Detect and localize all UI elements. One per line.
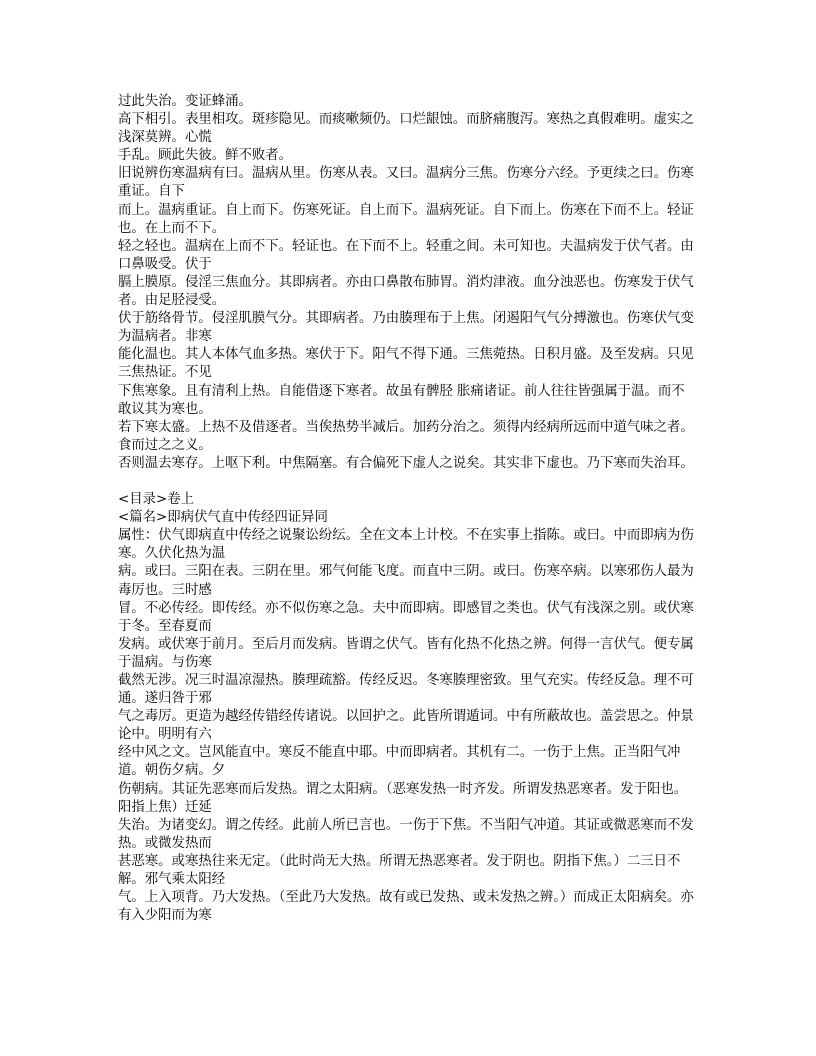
chapter-heading: <篇名>即病伏气直中传经四证异同 xyxy=(118,510,328,526)
text-line: 气之毒厉。更造为越经传错经传诸说。以回护之。此皆所谓遁词。中有所蔽故也。盖尝思之。仲景论中。明明有六 xyxy=(118,709,694,743)
text-line: 高下相引。表里相攻。斑疹隐见。而痰嗽频仍。口烂龈蚀。而脐痛腹泻。寒热之真假难明。虚实之浅深莫辨。心慌 xyxy=(118,112,694,146)
paragraph-spacer xyxy=(118,473,698,491)
text-line: 手乱。顾此失彼。鲜不败者。 xyxy=(118,148,293,164)
document-page xyxy=(118,93,698,925)
text-line: 发病。或伏寒于前月。至后月而发病。皆谓之伏气。皆有化热不化热之辨。何得一言伏气。便专属于温病。与伤寒 xyxy=(118,636,694,670)
text-line: 病。或曰。三阳在表。三阴在里。邪气何能飞度。而直中三阴。或曰。伤寒卒病。以寒邪伤人最为毒厉也。三时感 xyxy=(118,564,694,598)
text-line: 否则温去寒存。上呕下利。中焦隔塞。有合偏死下虚人之说矣。其实非下虚也。乃下寒而失治耳。 xyxy=(118,455,694,471)
text-line: 轻之轻也。温病在上而不下。轻证也。在下而不上。轻重之间。未可知也。夫温病发于伏气者。由口鼻吸受。伏于 xyxy=(118,238,694,272)
text-line: 膈上膜原。侵淫三焦血分。其即病者。亦由口鼻散布肺胃。消灼津液。血分浊恶也。伤寒发于伏气者。由足胫浸受。 xyxy=(118,274,694,309)
text-line: 截然无涉。况三时温凉湿热。腠理疏豁。传经反迟。冬寒腠理密致。里气充实。传经反急。理不可通。遂归咎于邪 xyxy=(118,673,694,707)
text-line: 失治。为诸变幻。谓之传经。此前人所已言也。一伤于下焦。不当阳气冲道。其证或微恶寒而不发热。或微发热而 xyxy=(118,817,694,851)
catalog-heading: <目录>卷上 xyxy=(118,492,195,508)
text-line: 伏于筋络骨节。侵淫肌膜气分。其即病者。乃由腠理布于上焦。闭遏阳气气分搏激也。伤寒伏气变为温病者。非寒 xyxy=(118,311,694,345)
text-line: 若下寒太盛。上热不及借逐者。当俟热势半减后。加药分治之。须得内经病所远而中道气味之者。食而过之之义。 xyxy=(118,419,694,453)
text-line: 能化温也。其人本体气血多热。寒伏于下。阳气不得下通。三焦菀热。日积月盛。及至发病。只见三焦热证。不见 xyxy=(118,347,694,381)
section-1 xyxy=(118,93,698,473)
text-line: 旧说辨伤寒温病有曰。温病从里。伤寒从表。又曰。温病分三焦。伤寒分六经。予更续之曰。伤寒重证。自下 xyxy=(118,166,694,200)
text-line: 甚恶寒。或寒热往来无定。（此时尚无大热。所谓无热恶寒者。发于阴也。阴指下焦。）二三日不解。邪气乘太阳经 xyxy=(118,853,681,888)
text-line: 气。上入项背。乃大发热。（至此乃大发热。故有或已发热、或未发热之辨。）而成正太阳病矣。亦有入少阳而为寒 xyxy=(118,890,694,924)
text-line: 伤朝病。其证先恶寒而后发热。谓之太阳病。（恶寒发热一时齐发。所谓发热恶寒者。发于阳也。阳指上焦）迁延 xyxy=(118,781,688,815)
text-line: 冒。不必传经。即传经。亦不似伤寒之急。夫中而即病。即感冒之类也。伏气有浅深之别。或伏寒于冬。至春夏而 xyxy=(118,600,694,634)
text-line: 经中风之文。岂风能直中。寒反不能直中耶。中而即病者。其机有二。一伤于上焦。正当阳气冲道。朝伤夕病。夕 xyxy=(118,745,681,779)
text-line: 下焦寒象。且有清利上热。自能借逐下寒者。故虽有髀胫 胀痛诸证。前人往往皆强属于温。而不敢议其为寒也。 xyxy=(118,383,685,417)
text-line: 而上。温病重证。自上而下。伤寒死证。自上而下。温病死证。自下而上。伤寒在下而不上。轻证也。在上而不下。 xyxy=(118,202,694,236)
section-2 xyxy=(118,491,698,925)
text-line: 属性：伏气即病直中传经之说聚讼纷纭。全在文本上计校。不在实事上指陈。或曰。中而即病为伤寒。久伏化热为温 xyxy=(118,528,694,562)
text-line: 过此失治。变证蜂涌。 xyxy=(118,94,252,109)
